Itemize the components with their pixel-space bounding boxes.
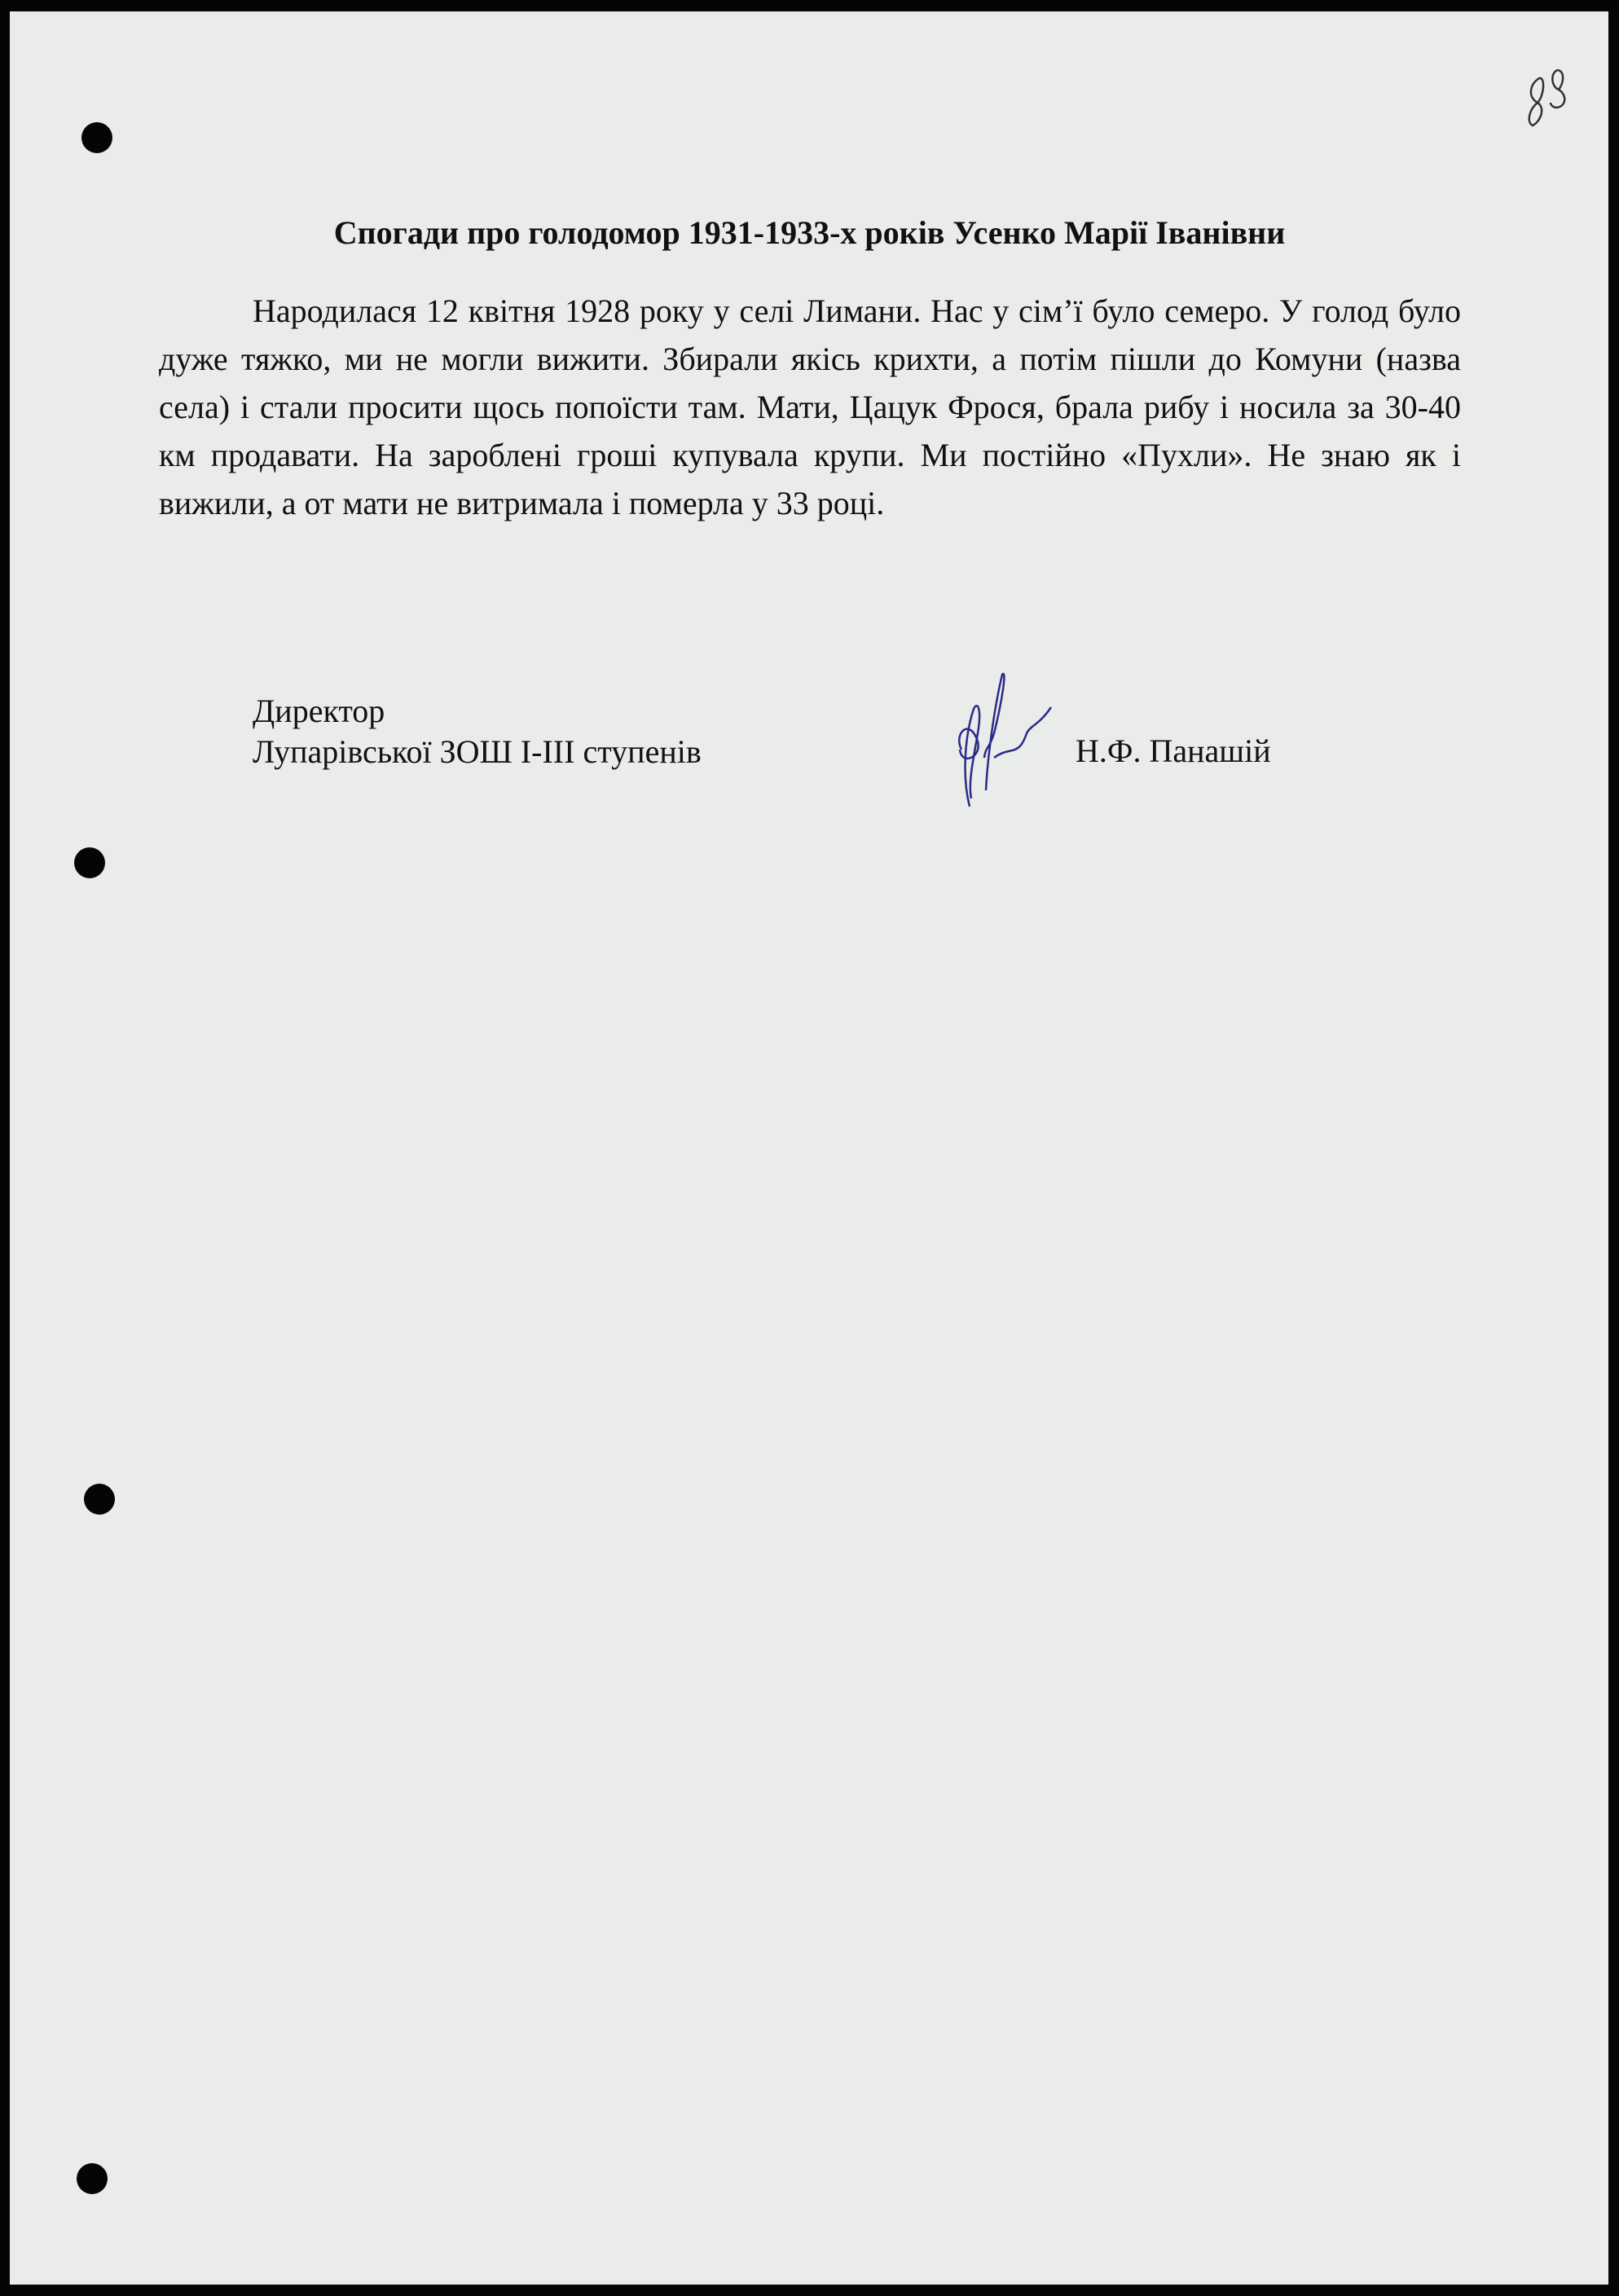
testimony-paragraph: Народилася 12 квітня 1928 року у селі Лимани. Нас у сім’ї було семеро. У голод було дуже тяжко, ми не могли вижити. Збирали якісь крихти, а потім пішли до Комуни (назва села) і стали просити щось попоїсти там. Мати, Цацук Фрося, брала рибу і носила за 30-40 км продавати. На зароблені гроші купувала крупи. Ми постійно «Пухли». Не знаю як і вижили, а от мати не витримала і померла у 33 році. <box>159 292 1461 521</box>
position-title: Директор <box>253 693 385 729</box>
handwritten-page-number <box>1521 60 1586 134</box>
punch-hole <box>81 122 112 153</box>
signatory-name: Н.Ф. Панашій <box>1076 732 1271 769</box>
school-name: Лупарівської ЗОШ І-ІІІ ступенів <box>253 733 702 770</box>
document-title: Спогади про голодомор 1931-1933-х років Усенко Марії Іванівни <box>333 214 1286 251</box>
signatory-position <box>253 691 702 772</box>
punch-hole <box>84 1484 115 1515</box>
handwritten-signature <box>937 668 1067 815</box>
punch-hole <box>74 847 105 878</box>
punch-hole <box>77 2163 108 2194</box>
